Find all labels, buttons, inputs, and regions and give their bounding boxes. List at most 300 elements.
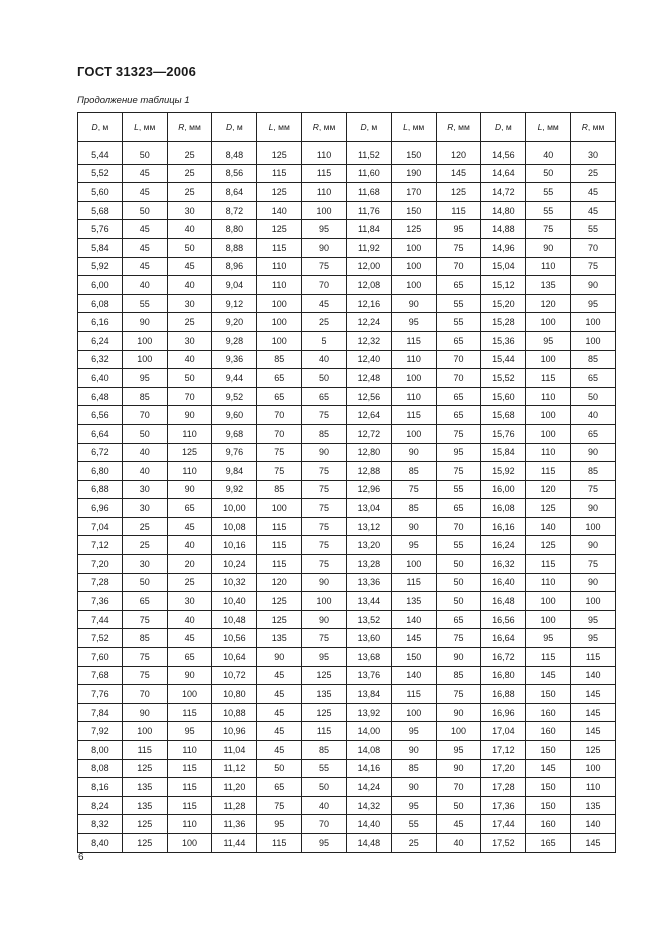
table-cell: 16,48 xyxy=(481,592,526,611)
table-cell: 17,28 xyxy=(481,778,526,797)
table-cell: 10,40 xyxy=(212,592,257,611)
column-header-unit: , мм xyxy=(318,122,336,132)
table-cell: 8,80 xyxy=(212,220,257,239)
table-cell: 145 xyxy=(571,833,616,852)
table-cell: 145 xyxy=(436,164,481,183)
table-cell: 6,48 xyxy=(78,387,123,406)
table-cell: 50 xyxy=(257,759,302,778)
table-cell: 11,04 xyxy=(212,741,257,760)
table-cell: 90 xyxy=(436,759,481,778)
table-cell: 120 xyxy=(526,480,571,499)
table-cell: 13,60 xyxy=(346,629,391,648)
table-cell: 100 xyxy=(571,313,616,332)
table-cell: 55 xyxy=(122,294,167,313)
table-cell: 9,36 xyxy=(212,350,257,369)
table-cell: 85 xyxy=(391,462,436,481)
table-cell: 65 xyxy=(257,387,302,406)
table-cell: 40 xyxy=(436,833,481,852)
table-cell: 160 xyxy=(526,703,571,722)
table-cell: 50 xyxy=(122,573,167,592)
table-cell: 125 xyxy=(257,592,302,611)
table-cell: 75 xyxy=(526,220,571,239)
table-cell: 7,20 xyxy=(78,555,123,574)
table-cell: 65 xyxy=(257,369,302,388)
table-cell: 115 xyxy=(257,555,302,574)
table-cell: 16,08 xyxy=(481,499,526,518)
table-cell: 25 xyxy=(167,164,212,183)
table-cell: 110 xyxy=(257,276,302,295)
table-cell: 125 xyxy=(122,759,167,778)
table-cell: 50 xyxy=(526,164,571,183)
table-cell: 95 xyxy=(436,443,481,462)
table-cell: 170 xyxy=(391,183,436,202)
table-cell: 13,68 xyxy=(346,648,391,667)
table-cell: 14,56 xyxy=(481,142,526,165)
column-header xyxy=(122,113,167,142)
table-cell: 12,64 xyxy=(346,406,391,425)
table-cell: 40 xyxy=(571,406,616,425)
table-cell: 25 xyxy=(122,517,167,536)
table-cell: 40 xyxy=(167,536,212,555)
table-cell: 14,16 xyxy=(346,759,391,778)
table-cell: 5,84 xyxy=(78,238,123,257)
table-cell: 20 xyxy=(167,555,212,574)
table-cell: 45 xyxy=(257,666,302,685)
table-cell: 40 xyxy=(167,220,212,239)
table-cell: 110 xyxy=(526,573,571,592)
table-cell: 100 xyxy=(526,424,571,443)
page-number: 6 xyxy=(78,852,84,863)
table-cell: 75 xyxy=(302,480,347,499)
column-header xyxy=(526,113,571,142)
table-cell: 8,40 xyxy=(78,833,123,852)
table-cell: 90 xyxy=(391,517,436,536)
table-cell: 90 xyxy=(436,703,481,722)
table-cell: 100 xyxy=(391,555,436,574)
table-cell: 14,24 xyxy=(346,778,391,797)
table-cell: 45 xyxy=(257,685,302,704)
table-cell: 160 xyxy=(526,815,571,834)
table-cell: 95 xyxy=(391,313,436,332)
table-cell: 12,00 xyxy=(346,257,391,276)
column-header-symbol: R xyxy=(447,122,454,132)
table-cell: 55 xyxy=(436,536,481,555)
table-cell: 13,28 xyxy=(346,555,391,574)
table-cell: 14,48 xyxy=(346,833,391,852)
table-cell: 95 xyxy=(122,369,167,388)
table-cell: 11,92 xyxy=(346,238,391,257)
column-header-unit: , мм xyxy=(542,122,559,132)
table-cell: 125 xyxy=(302,703,347,722)
table-cell: 30 xyxy=(167,592,212,611)
table-cell: 14,40 xyxy=(346,815,391,834)
table-cell: 110 xyxy=(571,778,616,797)
table-cell: 100 xyxy=(571,592,616,611)
table-cell: 5 xyxy=(302,331,347,350)
table-cell: 95 xyxy=(436,220,481,239)
table-row xyxy=(78,648,616,667)
table-cell: 15,12 xyxy=(481,276,526,295)
column-header xyxy=(257,113,302,142)
table-cell: 9,60 xyxy=(212,406,257,425)
table-cell: 145 xyxy=(571,703,616,722)
table-cell: 14,00 xyxy=(346,722,391,741)
table-cell: 145 xyxy=(526,759,571,778)
table-cell: 14,88 xyxy=(481,220,526,239)
table-cell: 140 xyxy=(257,201,302,220)
table-cell: 11,84 xyxy=(346,220,391,239)
table-row xyxy=(78,573,616,592)
table-cell: 10,64 xyxy=(212,648,257,667)
table-cell: 115 xyxy=(257,536,302,555)
column-header-unit: , мм xyxy=(273,122,290,132)
table-cell: 125 xyxy=(436,183,481,202)
table-cell: 125 xyxy=(122,815,167,834)
table-cell: 75 xyxy=(436,462,481,481)
table-cell: 5,76 xyxy=(78,220,123,239)
table-cell: 110 xyxy=(391,387,436,406)
table-cell: 125 xyxy=(257,183,302,202)
table-cell: 6,00 xyxy=(78,276,123,295)
table-cell: 14,72 xyxy=(481,183,526,202)
table-cell: 9,52 xyxy=(212,387,257,406)
table-cell: 85 xyxy=(571,462,616,481)
table-cell: 25 xyxy=(167,573,212,592)
table-cell: 12,88 xyxy=(346,462,391,481)
table-cell: 8,96 xyxy=(212,257,257,276)
table-cell: 110 xyxy=(526,443,571,462)
table-cell: 90 xyxy=(571,443,616,462)
table-cell: 100 xyxy=(122,722,167,741)
table-row xyxy=(78,257,616,276)
table-row xyxy=(78,201,616,220)
column-header-symbol: L xyxy=(134,122,139,132)
table-cell: 15,92 xyxy=(481,462,526,481)
table-cell: 50 xyxy=(122,424,167,443)
table-cell: 150 xyxy=(526,778,571,797)
table-cell: 70 xyxy=(436,350,481,369)
table-cell: 15,52 xyxy=(481,369,526,388)
table-row xyxy=(78,276,616,295)
table-cell: 90 xyxy=(571,536,616,555)
table-cell: 100 xyxy=(167,833,212,852)
table-cell: 135 xyxy=(391,592,436,611)
table-cell: 100 xyxy=(436,722,481,741)
table-cell: 85 xyxy=(436,666,481,685)
table-cell: 100 xyxy=(391,238,436,257)
table-row xyxy=(78,592,616,611)
table-cell: 90 xyxy=(526,238,571,257)
table-cell: 115 xyxy=(526,462,571,481)
table-cell: 11,68 xyxy=(346,183,391,202)
table-cell: 45 xyxy=(122,183,167,202)
table-cell: 85 xyxy=(257,480,302,499)
table-row xyxy=(78,313,616,332)
table-cell: 95 xyxy=(526,629,571,648)
column-header-symbol: R xyxy=(581,122,588,132)
table-cell: 6,64 xyxy=(78,424,123,443)
table-cell: 16,56 xyxy=(481,610,526,629)
table-cell: 135 xyxy=(302,685,347,704)
table-cell: 10,56 xyxy=(212,629,257,648)
table-cell: 95 xyxy=(571,610,616,629)
table-cell: 6,40 xyxy=(78,369,123,388)
table-cell: 50 xyxy=(436,796,481,815)
table-cell: 135 xyxy=(257,629,302,648)
table-cell: 100 xyxy=(122,331,167,350)
table-cell: 11,76 xyxy=(346,201,391,220)
table-cell: 10,32 xyxy=(212,573,257,592)
table-row xyxy=(78,462,616,481)
table-cell: 15,28 xyxy=(481,313,526,332)
table-cell: 150 xyxy=(526,796,571,815)
column-header xyxy=(302,113,347,142)
table-cell: 40 xyxy=(167,610,212,629)
table-cell: 45 xyxy=(436,815,481,834)
table-cell: 12,32 xyxy=(346,331,391,350)
table-cell: 135 xyxy=(122,796,167,815)
table-cell: 50 xyxy=(302,778,347,797)
table-cell: 8,00 xyxy=(78,741,123,760)
table-cell: 65 xyxy=(571,369,616,388)
table-cell: 16,40 xyxy=(481,573,526,592)
table-row xyxy=(78,387,616,406)
table-cell: 115 xyxy=(526,555,571,574)
table-cell: 90 xyxy=(122,703,167,722)
table-cell: 50 xyxy=(167,238,212,257)
table-cell: 13,36 xyxy=(346,573,391,592)
table-row xyxy=(78,499,616,518)
table-cell: 45 xyxy=(302,294,347,313)
table-cell: 6,32 xyxy=(78,350,123,369)
table-cell: 45 xyxy=(167,517,212,536)
table-cell: 65 xyxy=(571,424,616,443)
table-cell: 10,00 xyxy=(212,499,257,518)
table-row xyxy=(78,406,616,425)
column-header-unit: , м xyxy=(366,122,378,132)
table-cell: 85 xyxy=(122,387,167,406)
table-cell: 95 xyxy=(526,331,571,350)
column-header xyxy=(78,113,123,142)
table-row xyxy=(78,350,616,369)
table-cell: 95 xyxy=(391,796,436,815)
table-cell: 30 xyxy=(167,331,212,350)
table-cell: 110 xyxy=(167,741,212,760)
column-header-symbol: D xyxy=(91,122,98,132)
table-cell: 115 xyxy=(391,406,436,425)
table-cell: 100 xyxy=(391,369,436,388)
document-title: ГОСТ 31323—2006 xyxy=(77,64,196,79)
table-cell: 115 xyxy=(257,238,302,257)
table-cell: 30 xyxy=(167,294,212,313)
table-cell: 8,08 xyxy=(78,759,123,778)
table-cell: 90 xyxy=(391,741,436,760)
table-cell: 100 xyxy=(302,592,347,611)
table-cell: 5,92 xyxy=(78,257,123,276)
table-cell: 95 xyxy=(302,833,347,852)
table-cell: 100 xyxy=(391,276,436,295)
table-cell: 15,04 xyxy=(481,257,526,276)
table-row xyxy=(78,703,616,722)
table-cell: 90 xyxy=(167,406,212,425)
table-row xyxy=(78,666,616,685)
table-row xyxy=(78,238,616,257)
table-cell: 110 xyxy=(302,142,347,165)
table-cell: 14,32 xyxy=(346,796,391,815)
table-cell: 115 xyxy=(167,703,212,722)
table-cell: 75 xyxy=(257,462,302,481)
table-cell: 17,52 xyxy=(481,833,526,852)
table-cell: 90 xyxy=(391,294,436,313)
table-cell: 120 xyxy=(257,573,302,592)
table-cell: 45 xyxy=(257,703,302,722)
table-cell: 65 xyxy=(436,610,481,629)
table-cell: 45 xyxy=(257,741,302,760)
table-cell: 45 xyxy=(122,257,167,276)
table-cell: 70 xyxy=(436,778,481,797)
table-cell: 100 xyxy=(302,201,347,220)
table-cell: 50 xyxy=(436,592,481,611)
table-cell: 9,68 xyxy=(212,424,257,443)
column-header xyxy=(391,113,436,142)
table-cell: 6,88 xyxy=(78,480,123,499)
table-cell: 120 xyxy=(436,142,481,165)
table-cell: 125 xyxy=(526,499,571,518)
table-cell: 25 xyxy=(122,536,167,555)
table-row xyxy=(78,610,616,629)
table-cell: 9,04 xyxy=(212,276,257,295)
table-cell: 17,12 xyxy=(481,741,526,760)
table-cell: 10,24 xyxy=(212,555,257,574)
table-cell: 135 xyxy=(122,778,167,797)
column-header-symbol: D xyxy=(360,122,367,132)
table-cell: 115 xyxy=(257,164,302,183)
table-cell: 90 xyxy=(167,666,212,685)
table-cell: 9,44 xyxy=(212,369,257,388)
table-cell: 15,84 xyxy=(481,443,526,462)
table-cell: 13,92 xyxy=(346,703,391,722)
table-cell: 95 xyxy=(302,220,347,239)
table-cell: 115 xyxy=(571,648,616,667)
table-cell: 100 xyxy=(257,331,302,350)
table-cell: 100 xyxy=(257,499,302,518)
column-header-symbol: L xyxy=(268,122,274,132)
column-header-symbol: D xyxy=(495,122,502,132)
table-cell: 5,68 xyxy=(78,201,123,220)
table-cell: 45 xyxy=(167,257,212,276)
table-cell: 100 xyxy=(526,610,571,629)
table-row xyxy=(78,796,616,815)
table-cell: 11,60 xyxy=(346,164,391,183)
table-cell: 25 xyxy=(167,183,212,202)
table-cell: 145 xyxy=(391,629,436,648)
table-cell: 55 xyxy=(436,313,481,332)
table-row xyxy=(78,759,616,778)
table-row xyxy=(78,424,616,443)
table-cell: 10,72 xyxy=(212,666,257,685)
table-cell: 125 xyxy=(391,220,436,239)
table-cell: 90 xyxy=(122,313,167,332)
table-cell: 8,64 xyxy=(212,183,257,202)
table-cell: 115 xyxy=(391,331,436,350)
table-cell: 10,16 xyxy=(212,536,257,555)
column-header-symbol: L xyxy=(403,122,408,132)
table-cell: 30 xyxy=(571,142,616,165)
table-cell: 115 xyxy=(257,517,302,536)
table-cell: 90 xyxy=(167,480,212,499)
table-cell: 55 xyxy=(526,183,571,202)
table-cell: 75 xyxy=(302,517,347,536)
table-cell: 15,36 xyxy=(481,331,526,350)
table-cell: 125 xyxy=(257,610,302,629)
table-cell: 125 xyxy=(571,741,616,760)
table-cell: 95 xyxy=(302,648,347,667)
table-cell: 115 xyxy=(167,778,212,797)
table-cell: 13,20 xyxy=(346,536,391,555)
table-cell: 70 xyxy=(122,406,167,425)
table-cell: 13,12 xyxy=(346,517,391,536)
table-row xyxy=(78,778,616,797)
table-cell: 75 xyxy=(257,796,302,815)
table-cell: 45 xyxy=(122,164,167,183)
table-cell: 8,48 xyxy=(212,142,257,165)
table-cell: 115 xyxy=(391,573,436,592)
table-cell: 6,24 xyxy=(78,331,123,350)
table-cell: 11,12 xyxy=(212,759,257,778)
table-cell: 100 xyxy=(526,350,571,369)
table-cell: 135 xyxy=(526,276,571,295)
table-cell: 17,04 xyxy=(481,722,526,741)
table-cell: 70 xyxy=(302,815,347,834)
column-header xyxy=(571,113,616,142)
table-cell: 13,76 xyxy=(346,666,391,685)
table-cell: 6,08 xyxy=(78,294,123,313)
table-cell: 15,20 xyxy=(481,294,526,313)
table-cell: 55 xyxy=(302,759,347,778)
table-cell: 8,32 xyxy=(78,815,123,834)
table-cell: 40 xyxy=(302,796,347,815)
table-cell: 25 xyxy=(167,142,212,165)
table-cell: 55 xyxy=(571,220,616,239)
table-caption: Продолжение таблицы 1 xyxy=(77,95,190,106)
table-cell: 7,68 xyxy=(78,666,123,685)
table-cell: 30 xyxy=(167,201,212,220)
table-cell: 75 xyxy=(391,480,436,499)
table-cell: 15,68 xyxy=(481,406,526,425)
table-cell: 115 xyxy=(122,741,167,760)
table-cell: 9,92 xyxy=(212,480,257,499)
table-cell: 110 xyxy=(526,257,571,276)
table-cell: 16,16 xyxy=(481,517,526,536)
table-cell: 190 xyxy=(391,164,436,183)
table-cell: 125 xyxy=(526,536,571,555)
table-cell: 140 xyxy=(526,517,571,536)
table-cell: 55 xyxy=(436,294,481,313)
table-cell: 115 xyxy=(167,759,212,778)
table-cell: 13,44 xyxy=(346,592,391,611)
table-cell: 100 xyxy=(257,294,302,313)
table-cell: 7,12 xyxy=(78,536,123,555)
table-cell: 45 xyxy=(571,183,616,202)
table-cell: 12,40 xyxy=(346,350,391,369)
table-cell: 140 xyxy=(571,666,616,685)
table-cell: 8,56 xyxy=(212,164,257,183)
table-cell: 50 xyxy=(122,142,167,165)
table-cell: 90 xyxy=(571,573,616,592)
table-cell: 70 xyxy=(257,406,302,425)
table-cell: 125 xyxy=(302,666,347,685)
table-cell: 75 xyxy=(302,555,347,574)
